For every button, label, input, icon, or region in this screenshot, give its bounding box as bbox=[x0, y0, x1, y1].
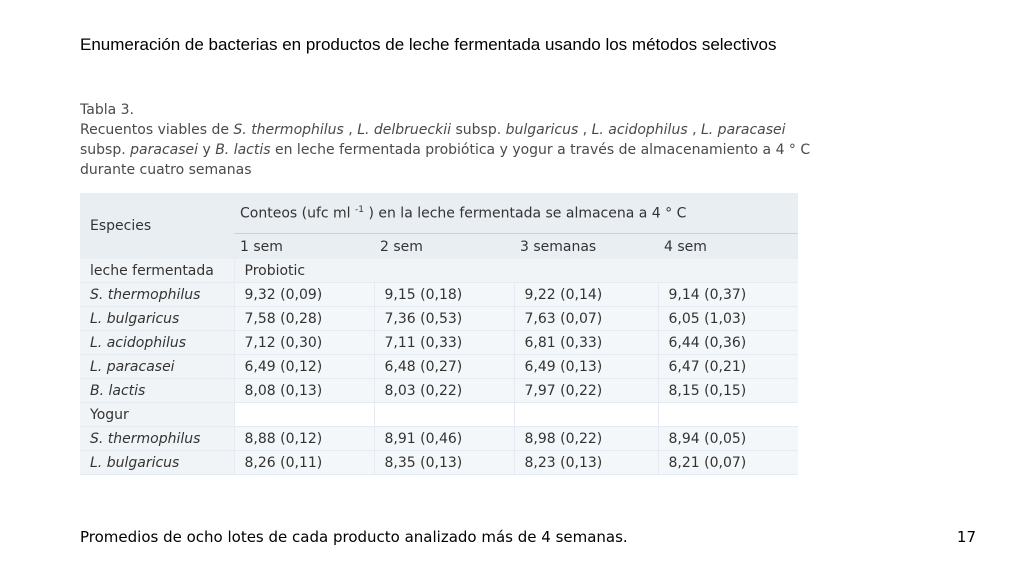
value-cell: 8,91 (0,46) bbox=[374, 427, 514, 451]
value-cell: 8,94 (0,05) bbox=[658, 427, 798, 451]
species-cell: L. bulgaricus bbox=[80, 307, 234, 331]
value-cell: 6,81 (0,33) bbox=[514, 331, 658, 355]
empty-cell bbox=[658, 403, 798, 427]
table-row bbox=[80, 283, 798, 307]
caption-line-2: subsp. paracasei y B. lactis en leche fermentada probiótica y yogur a través de almacenamiento a 4 ° C bbox=[80, 142, 811, 158]
value-cell: 8,08 (0,13) bbox=[234, 379, 374, 403]
value-cell: 6,49 (0,12) bbox=[234, 355, 374, 379]
species-cell: L. acidophilus bbox=[80, 331, 234, 355]
species-cell: B. lactis bbox=[80, 379, 234, 403]
value-cell: 6,48 (0,27) bbox=[374, 355, 514, 379]
value-cell: 8,35 (0,13) bbox=[374, 451, 514, 475]
week-header: 1 sem bbox=[234, 234, 374, 260]
species-cell: L. bulgaricus bbox=[80, 451, 234, 475]
group-label: leche fermentada bbox=[80, 259, 234, 283]
group-label: Probiotic bbox=[234, 259, 798, 283]
value-cell: 7,97 (0,22) bbox=[514, 379, 658, 403]
value-cell: 9,14 (0,37) bbox=[658, 283, 798, 307]
value-cell: 6,44 (0,36) bbox=[658, 331, 798, 355]
table-row bbox=[80, 379, 798, 403]
week-header: 2 sem bbox=[374, 234, 514, 260]
value-cell: 7,63 (0,07) bbox=[514, 307, 658, 331]
species-cell: S. thermophilus bbox=[80, 427, 234, 451]
page-number: 17 bbox=[956, 528, 976, 546]
table-row bbox=[80, 307, 798, 331]
group-row bbox=[80, 403, 798, 427]
value-cell: 6,49 (0,13) bbox=[514, 355, 658, 379]
value-cell: 8,23 (0,13) bbox=[514, 451, 658, 475]
table-row bbox=[80, 451, 798, 475]
counts-header: Conteos (ufc ml $^{-1}$ ) en la leche fermentada se almacena a 4 ° C bbox=[234, 193, 798, 234]
value-cell: 6,05 (1,03) bbox=[658, 307, 798, 331]
footnote: Promedios de ocho lotes de cada producto analizado más de 4 semanas. bbox=[80, 528, 628, 546]
caption-label: Tabla 3. bbox=[80, 102, 134, 118]
week-header: 3 semanas bbox=[514, 234, 658, 260]
counts-table bbox=[80, 193, 798, 475]
caption-line-3: durante cuatro semanas bbox=[80, 162, 252, 178]
empty-cell bbox=[374, 403, 514, 427]
species-header: Especies bbox=[80, 193, 234, 259]
value-cell: 8,26 (0,11) bbox=[234, 451, 374, 475]
value-cell: 7,11 (0,33) bbox=[374, 331, 514, 355]
empty-cell bbox=[234, 403, 374, 427]
week-header: 4 sem bbox=[658, 234, 798, 260]
value-cell: 7,12 (0,30) bbox=[234, 331, 374, 355]
value-cell: 7,58 (0,28) bbox=[234, 307, 374, 331]
table-row bbox=[80, 427, 798, 451]
value-cell: 6,47 (0,21) bbox=[658, 355, 798, 379]
empty-cell bbox=[514, 403, 658, 427]
species-cell: S. thermophilus bbox=[80, 283, 234, 307]
value-cell: 7,36 (0,53) bbox=[374, 307, 514, 331]
value-cell: 9,15 (0,18) bbox=[374, 283, 514, 307]
value-cell: 8,88 (0,12) bbox=[234, 427, 374, 451]
species-cell: L. paracasei bbox=[80, 355, 234, 379]
group-row bbox=[80, 259, 798, 283]
value-cell: 8,21 (0,07) bbox=[658, 451, 798, 475]
value-cell: 8,98 (0,22) bbox=[514, 427, 658, 451]
table-row bbox=[80, 355, 798, 379]
slide-title: Enumeración de bacterias en productos de leche fermentada usando los métodos selectivos bbox=[80, 35, 777, 54]
table-row bbox=[80, 331, 798, 355]
table-caption bbox=[80, 100, 960, 180]
value-cell: 8,03 (0,22) bbox=[374, 379, 514, 403]
value-cell: 9,22 (0,14) bbox=[514, 283, 658, 307]
value-cell: 8,15 (0,15) bbox=[658, 379, 798, 403]
value-cell: 9,32 (0,09) bbox=[234, 283, 374, 307]
group-label: Yogur bbox=[80, 403, 234, 427]
caption-line-1: Recuentos viables de S. thermophilus , L. delbrueckii subsp. bulgaricus , L. acidophilus , L. paracasei bbox=[80, 122, 786, 138]
